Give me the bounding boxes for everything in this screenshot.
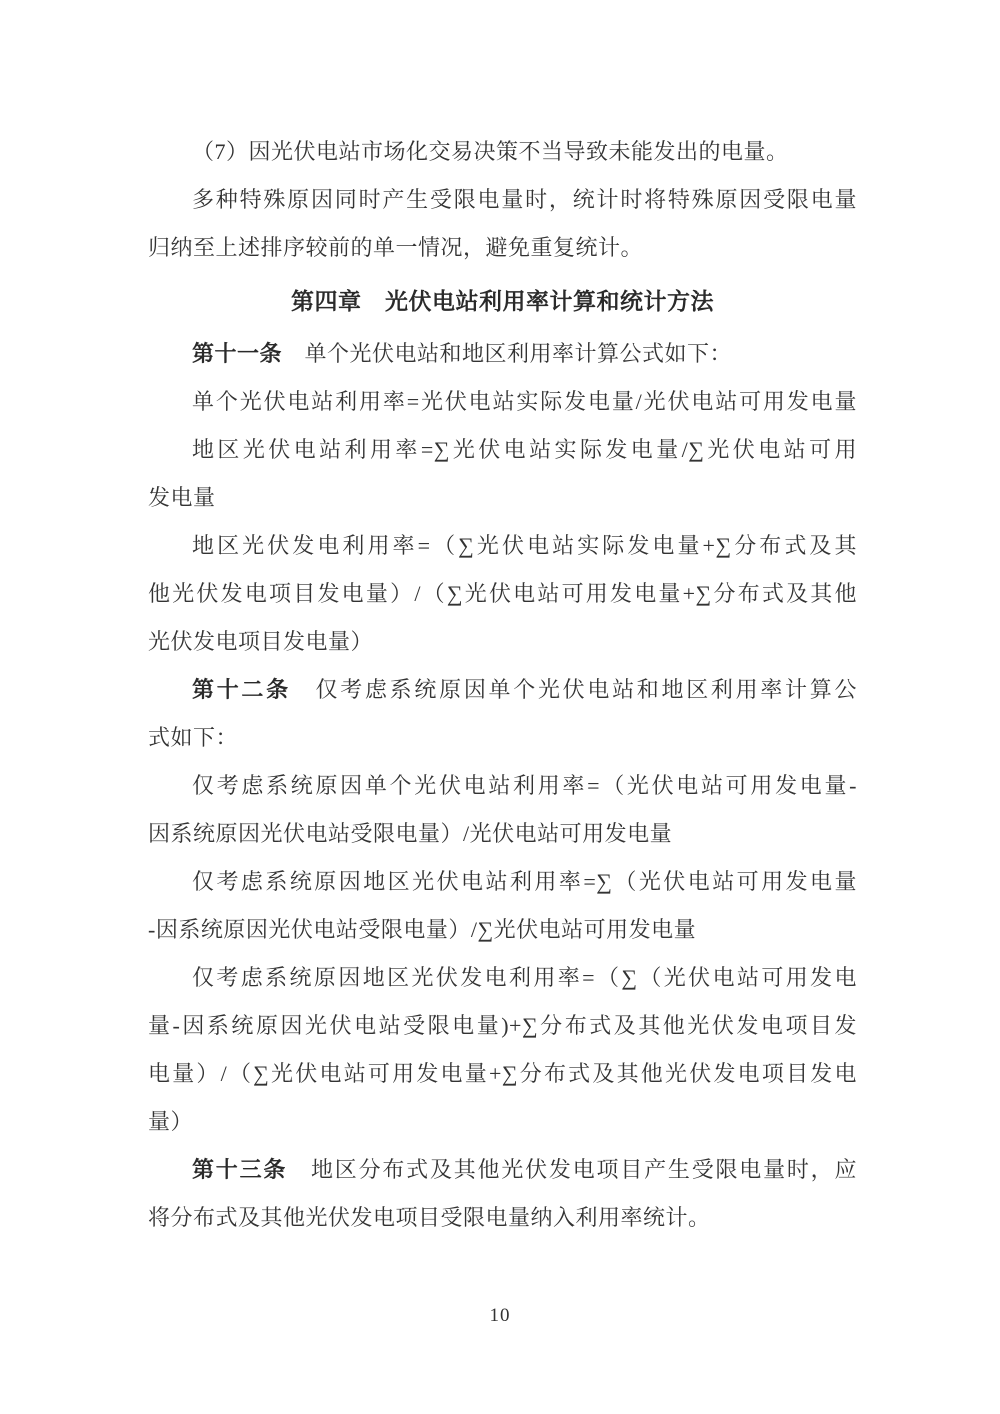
text-line: 光伏发电项目发电量）	[148, 629, 374, 654]
text-line: 地区光伏电站利用率=∑光伏电站实际发电量/∑光伏电站可用	[192, 437, 857, 462]
text-line: 将分布式及其他光伏发电项目受限电量纳入利用率统计。	[148, 1205, 711, 1230]
text-line: 多种特殊原因同时产生受限电量时，统计时将特殊原因受限电量	[192, 187, 857, 212]
text-line: 地区光伏发电利用率=（∑光伏电站实际发电量+∑分布式及其	[192, 533, 857, 558]
text-line: -因系统原因光伏电站受限电量）/∑光伏电站可用发电量	[148, 917, 697, 942]
document-body	[148, 128, 857, 1242]
text-line: 量）	[148, 1109, 194, 1134]
text-line: 电量）/（∑光伏电站可用发电量+∑分布式及其他光伏发电项目发电	[148, 1061, 857, 1086]
article-line: 第十二条 仅考虑系统原因单个光伏电站和地区利用率计算公	[192, 677, 857, 702]
page-footer	[0, 1305, 1000, 1327]
text-line: 单个光伏电站利用率=光伏电站实际发电量/光伏电站可用发电量	[192, 389, 857, 414]
chapter-heading: 第四章 光伏电站利用率计算和统计方法	[291, 288, 714, 314]
text-line: 发电量	[148, 485, 216, 510]
article-line: 第十一条 单个光伏电站和地区利用率计算公式如下：	[192, 341, 733, 366]
article-number: 第十三条	[192, 1157, 288, 1182]
text-line: 式如下：	[148, 725, 239, 750]
text-line: （7）因光伏电站市场化交易决策不当导致未能发出的电量。	[192, 139, 789, 164]
article-number: 第十二条	[192, 677, 291, 702]
text-line: 仅考虑系统原因地区光伏发电利用率=（∑（光伏电站可用发电	[192, 965, 857, 990]
page-number: 10	[489, 1305, 511, 1326]
text-line: 他光伏发电项目发电量）/（∑光伏电站可用发电量+∑分布式及其他	[148, 581, 857, 606]
text-line: 仅考虑系统原因单个光伏电站利用率=（光伏电站可用发电量-	[192, 773, 857, 798]
article-line: 第十三条 地区分布式及其他光伏发电项目产生受限电量时，应	[192, 1157, 857, 1182]
article-number: 第十一条	[192, 341, 283, 366]
text-line: 归纳至上述排序较前的单一情况，避免重复统计。	[148, 235, 644, 260]
text-line: 仅考虑系统原因地区光伏电站利用率=∑（光伏电站可用发电量	[192, 869, 857, 894]
text-line: 因系统原因光伏电站受限电量）/光伏电站可用发电量	[148, 821, 673, 846]
text-line: 量-因系统原因光伏电站受限电量)+∑分布式及其他光伏发电项目发	[148, 1013, 857, 1038]
